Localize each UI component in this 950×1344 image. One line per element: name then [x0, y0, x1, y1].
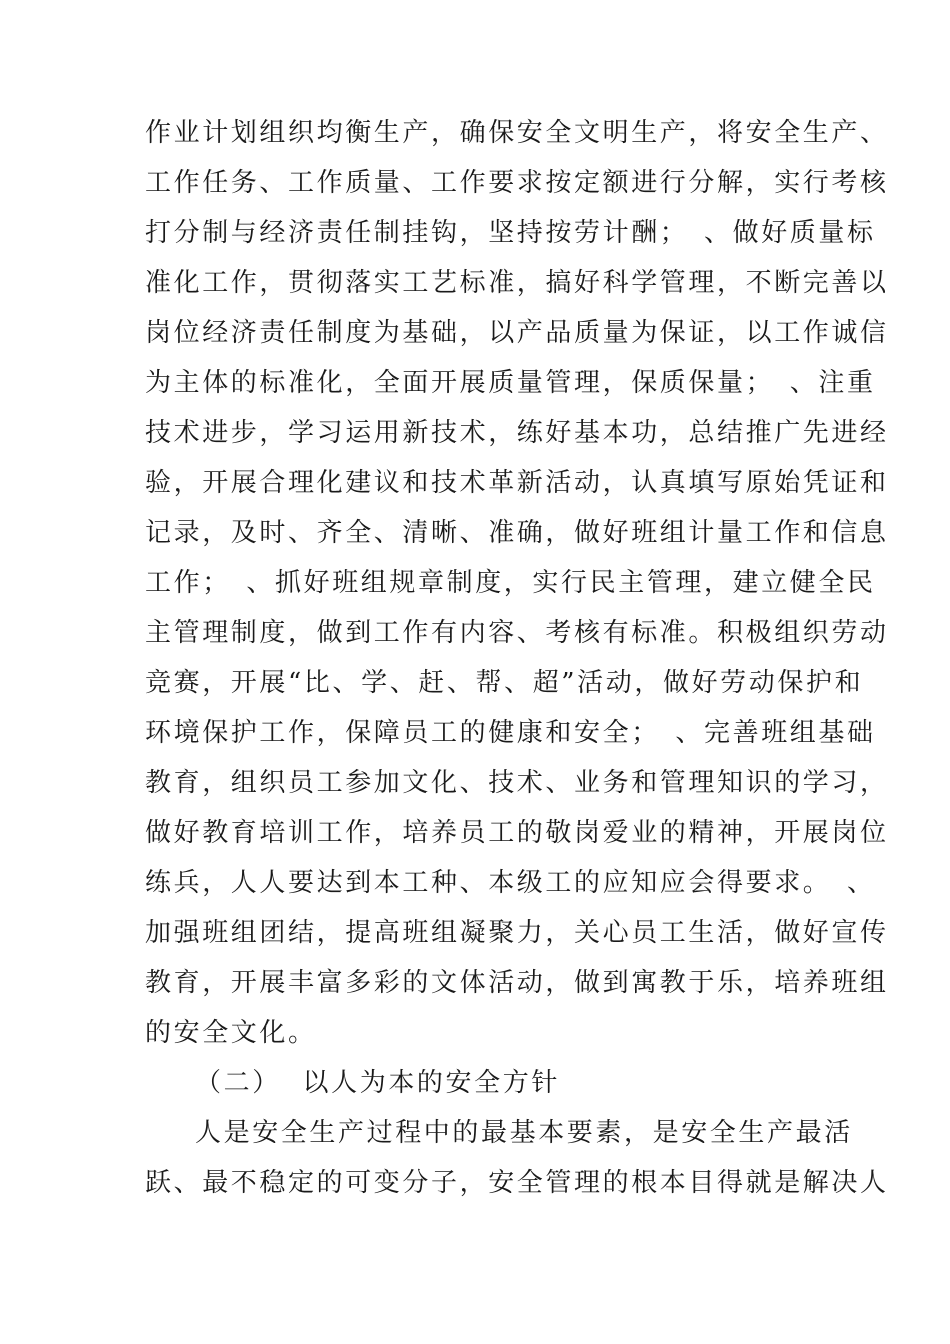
- body-text-line: 作业计划组织均衡生产，确保安全文明生产，将安全生产、: [145, 118, 889, 148]
- body-text-line: 岗位经济责任制度为基础，以产品质量为保证，以工作诚信: [145, 318, 889, 348]
- body-text-line: 跃、最不稳定的可变分子，安全管理的根本目得就是解决人: [145, 1168, 889, 1198]
- body-text-line: 教育，组织员工参加文化、技术、业务和管理知识的学习，: [145, 768, 889, 798]
- body-text-line: 工作任务、工作质量、工作要求按定额进行分解，实行考核: [145, 168, 889, 198]
- body-text-line: 记录，及时、齐全、清晰、准确，做好班组计量工作和信息: [145, 518, 889, 548]
- body-text-line: 教育，开展丰富多彩的文体活动，做到寓教于乐，培养班组: [145, 968, 889, 998]
- body-text-line: 打分制与经济责任制挂钩，坚持按劳计酬； 、做好质量标: [145, 218, 876, 248]
- section-heading: （二） 以人为本的安全方针: [195, 1068, 560, 1098]
- body-text-line: 工作； 、抓好班组规章制度，实行民主管理，建立健全民: [145, 568, 876, 598]
- body-text-line: 技术进步，学习运用新技术，练好基本功，总结推广先进经: [145, 418, 889, 448]
- body-text-line: 练兵，人人要达到本工种、本级工的应知应会得要求。 、: [145, 868, 876, 898]
- body-text-line: 环境保护工作，保障员工的健康和安全； 、完善班组基础: [145, 718, 876, 748]
- body-text-line: 加强班组团结，提高班组凝聚力，关心员工生活，做好宣传: [145, 918, 889, 948]
- body-text-line: 人是安全生产过程中的最基本要素，是安全生产最活: [195, 1118, 853, 1148]
- body-text-line: 主管理制度，做到工作有内容、考核有标准。积极组织劳动: [145, 618, 889, 648]
- body-text-line: 验，开展合理化建议和技术革新活动，认真填写原始凭证和: [145, 468, 889, 498]
- body-text-line: 为主体的标准化，全面开展质量管理，保质保量； 、注重: [145, 368, 876, 398]
- body-text-line: 准化工作，贯彻落实工艺标准，搞好科学管理，不断完善以: [145, 268, 889, 298]
- body-text-line: 竞赛，开展“比、学、赶、帮、超”活动，做好劳动保护和: [145, 668, 864, 698]
- body-text-line: 的安全文化。: [145, 1018, 317, 1048]
- body-text-line: 做好教育培训工作，培养员工的敬岗爱业的精神，开展岗位: [145, 818, 889, 848]
